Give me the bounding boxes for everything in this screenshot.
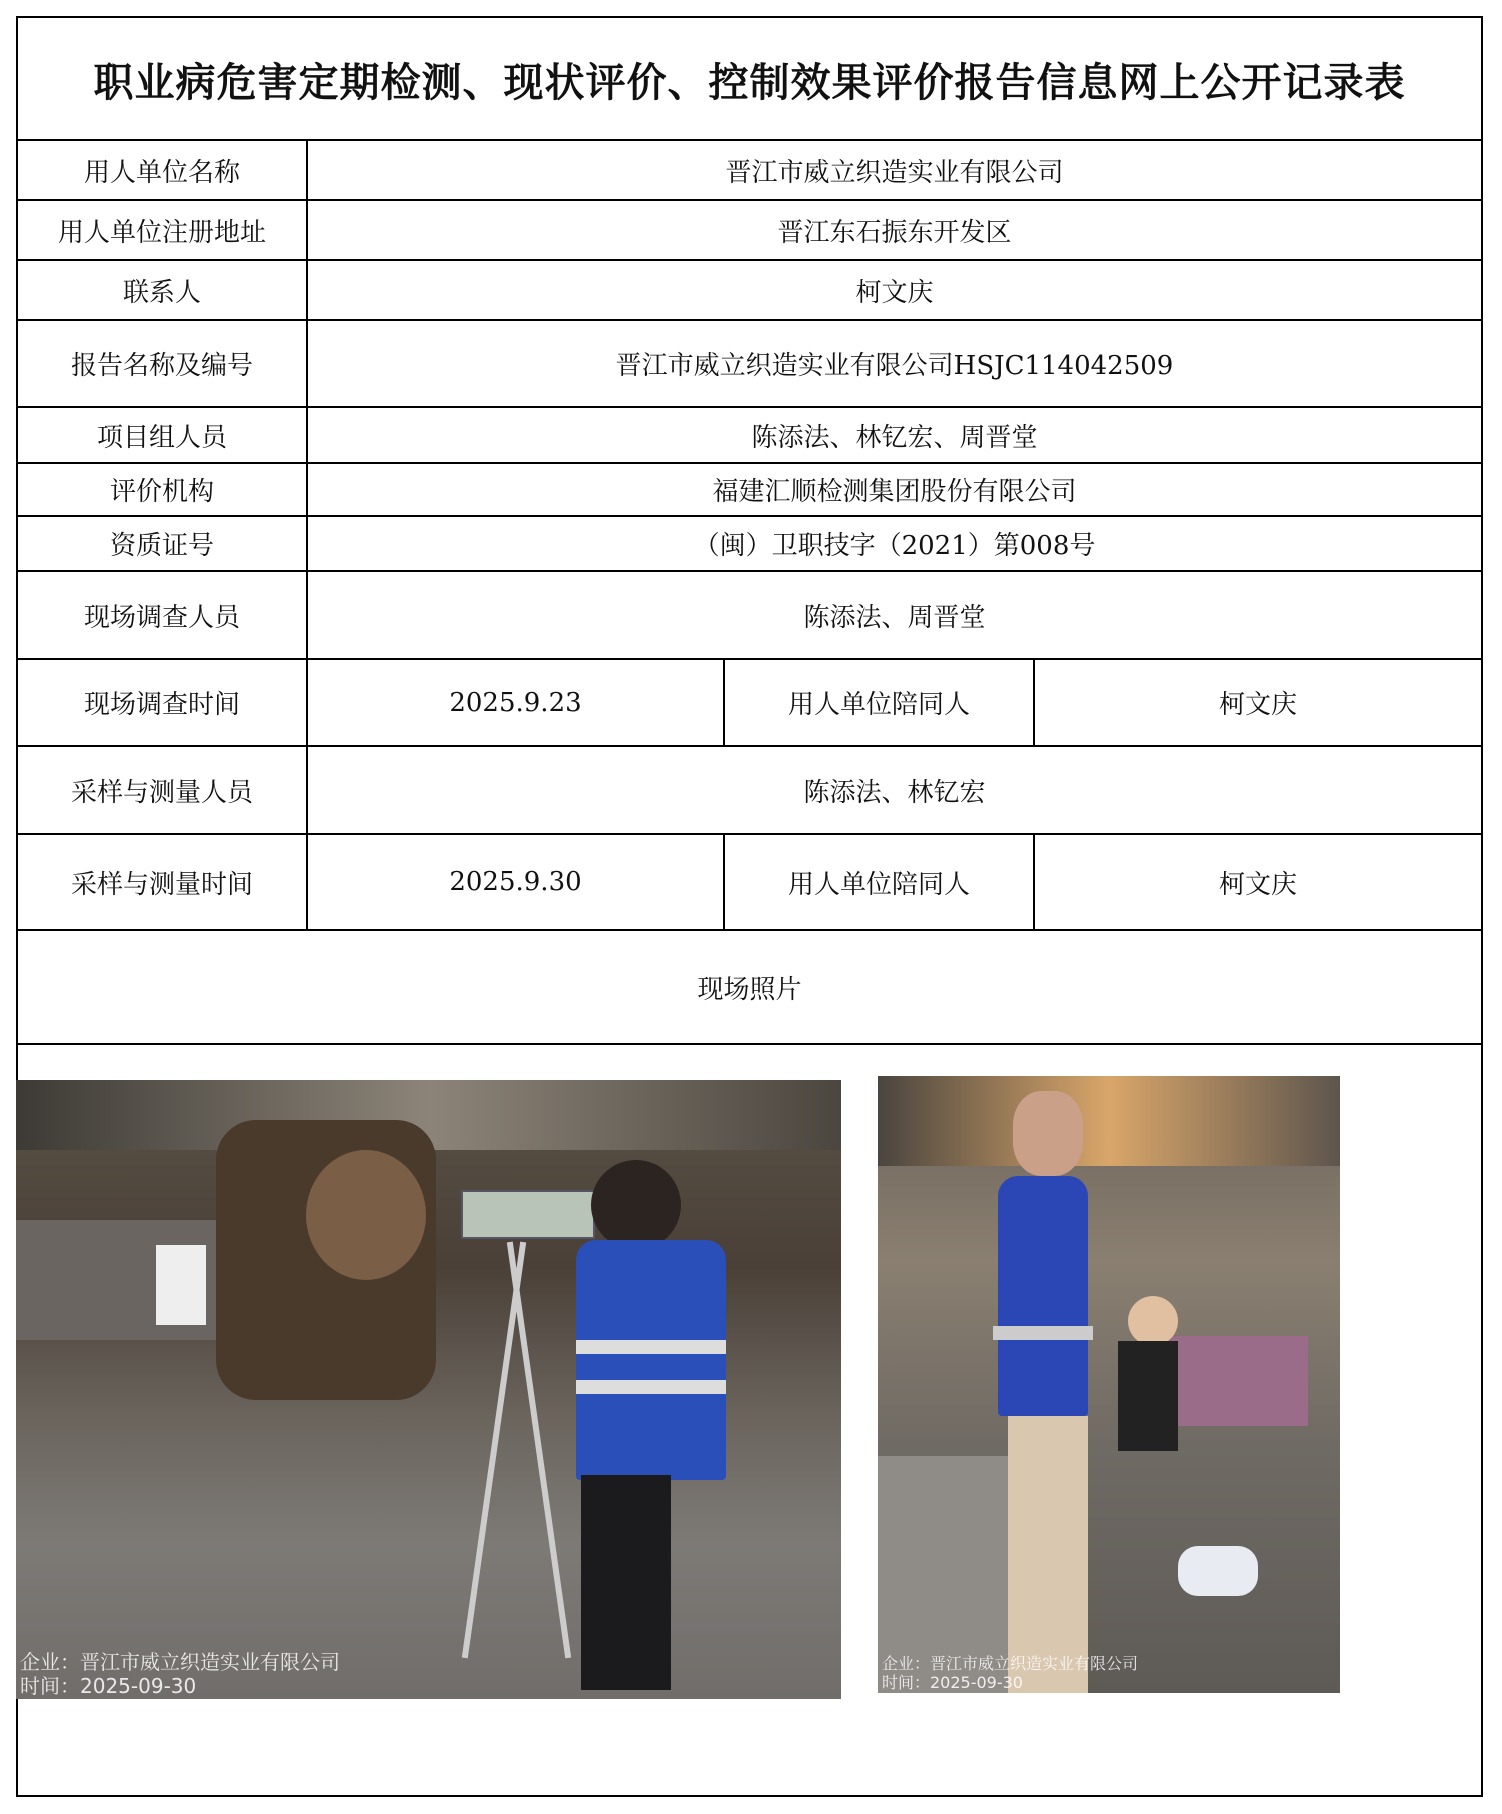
photo-1-company-watermark: 企业：晋江市威立织造实业有限公司 — [20, 1650, 340, 1674]
value-evaluation-agency: 福建汇顺检测集团股份有限公司 — [712, 477, 1077, 507]
label-survey-time: 现场调查时间 — [83, 690, 240, 720]
site-photo-1 — [16, 1080, 841, 1699]
value-certificate-no: （闽）卫职技字（2021）第008号 — [693, 531, 1096, 561]
page-title: 职业病危害定期检测、现状评价、控制效果评价报告信息网上公开记录表 — [93, 58, 1406, 106]
label-evaluation-agency: 评价机构 — [109, 477, 214, 507]
label-sampling-time: 采样与测量时间 — [70, 869, 253, 900]
photo-2-time-watermark: 时间：2025-09-30 — [882, 1673, 1023, 1692]
label-registered-address: 用人单位注册地址 — [57, 217, 266, 248]
label-project-team: 项目组人员 — [96, 422, 227, 453]
value-survey-staff: 陈添法、周晋堂 — [803, 602, 986, 633]
value-sampling-companion: 柯文庆 — [1218, 869, 1297, 900]
label-certificate-no: 资质证号 — [109, 531, 214, 561]
label-sampling-companion: 用人单位陪同人 — [787, 869, 970, 900]
label-survey-staff: 现场调查人员 — [83, 602, 240, 633]
value-contact: 柯文庆 — [855, 277, 934, 308]
value-sampling-staff: 陈添法、林钇宏 — [803, 777, 986, 808]
label-contact: 联系人 — [122, 277, 201, 308]
photo-1-time-watermark: 时间：2025-09-30 — [20, 1674, 197, 1698]
value-report-name: 晋江市威立织造实业有限公司HSJC114042509 — [615, 351, 1174, 381]
label-sampling-staff: 采样与测量人员 — [70, 777, 253, 808]
photo-2-company-watermark: 企业：晋江市威立织造实业有限公司 — [882, 1654, 1139, 1673]
value-survey-time: 2025.9.23 — [449, 687, 582, 718]
label-survey-companion: 用人单位陪同人 — [787, 690, 970, 720]
label-report-name: 报告名称及编号 — [70, 351, 253, 381]
site-photo-2 — [878, 1076, 1340, 1693]
photos-header: 现场照片 — [697, 974, 802, 1005]
value-survey-companion: 柯文庆 — [1218, 690, 1297, 720]
value-employer-name: 晋江市威立织造实业有限公司 — [725, 157, 1064, 188]
value-registered-address: 晋江东石振东开发区 — [777, 217, 1012, 248]
value-sampling-time: 2025.9.30 — [449, 867, 582, 897]
value-project-team: 陈添法、林钇宏、周晋堂 — [751, 422, 1038, 453]
label-employer-name: 用人单位名称 — [83, 157, 240, 188]
